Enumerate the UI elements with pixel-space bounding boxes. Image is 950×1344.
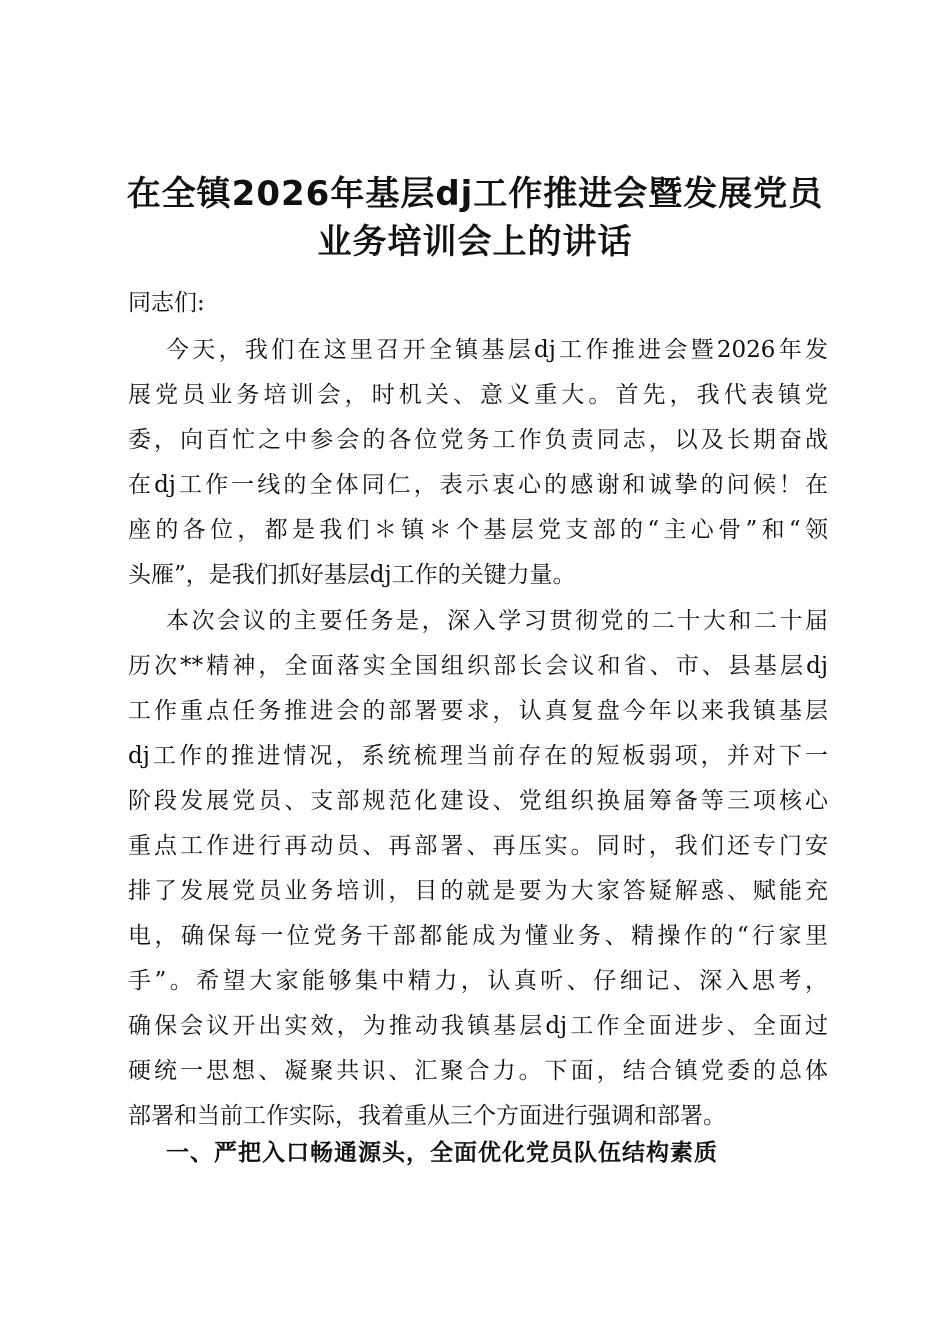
paragraph-2-line: 重点工作进行再动员、再部署、再压实。同时，我们还专门安 xyxy=(128,833,828,859)
paragraph-2-line: 确保会议开出实效，为推动我镇基层dj工作全面进步、全面过 xyxy=(128,1013,828,1039)
paragraph-2-line: 部署和当前工作实际，我着重从三个方面进行强调和部署。 xyxy=(128,1103,726,1129)
paragraph-1-line: 座的各位，都是我们＊镇＊个基层党支部的“主心骨”和“领 xyxy=(128,517,828,543)
paragraph-2-line: dj工作的推进情况，系统梳理当前存在的短板弱项，并对下一 xyxy=(128,743,828,769)
document-title-line-2: 业务培训会上的讲话 xyxy=(317,222,633,262)
salutation: 同志们: xyxy=(128,290,205,316)
section-heading: 一、严把入口畅通源头，全面优化党员队伍结构素质 xyxy=(166,1139,718,1166)
paragraph-2-line: 排了发展党员业务培训，目的就是要为大家答疑解惑、赋能充 xyxy=(128,878,828,904)
paragraph-2-line: 本次会议的主要任务是，深入学习贯彻党的二十大和二十届 xyxy=(166,608,828,634)
paragraph-2-line: 电，确保每一位党务干部都能成为懂业务、精操作的“行家里 xyxy=(128,923,828,949)
paragraph-1-line: 展党员业务培训会，时机关、意义重大。首先，我代表镇党 xyxy=(128,382,828,408)
paragraph-2-line: 手”。希望大家能够集中精力，认真听、仔细记、深入思考， xyxy=(128,968,828,994)
paragraph-1-line: 今天，我们在这里召开全镇基层dj工作推进会暨2026年发 xyxy=(166,337,828,363)
paragraph-1-line: 在dj工作一线的全体同仁，表示衷心的感谢和诚挚的问候！在 xyxy=(128,472,828,498)
paragraph-2-line: 硬统一思想、凝聚共识、汇聚合力。下面，结合镇党委的总体 xyxy=(128,1058,828,1084)
paragraph-2-line: 工作重点任务推进会的部署要求，认真复盘今年以来我镇基层 xyxy=(128,698,828,724)
paragraph-1-line: 委，向百忙之中参会的各位党务工作负责同志，以及长期奋战 xyxy=(128,427,828,453)
paragraph-2-line: 历次**精神，全面落实全国组织部长会议和省、市、县基层dj xyxy=(128,653,828,679)
paragraph-1-line: 头雁”，是我们抓好基层dj工作的关键力量。 xyxy=(128,562,576,588)
paragraph-2-line: 阶段发展党员、支部规范化建设、党组织换届筹备等三项核心 xyxy=(128,788,828,814)
document-title-line-1: 在全镇2026年基层dj工作推进会暨发展党员 xyxy=(126,174,824,214)
